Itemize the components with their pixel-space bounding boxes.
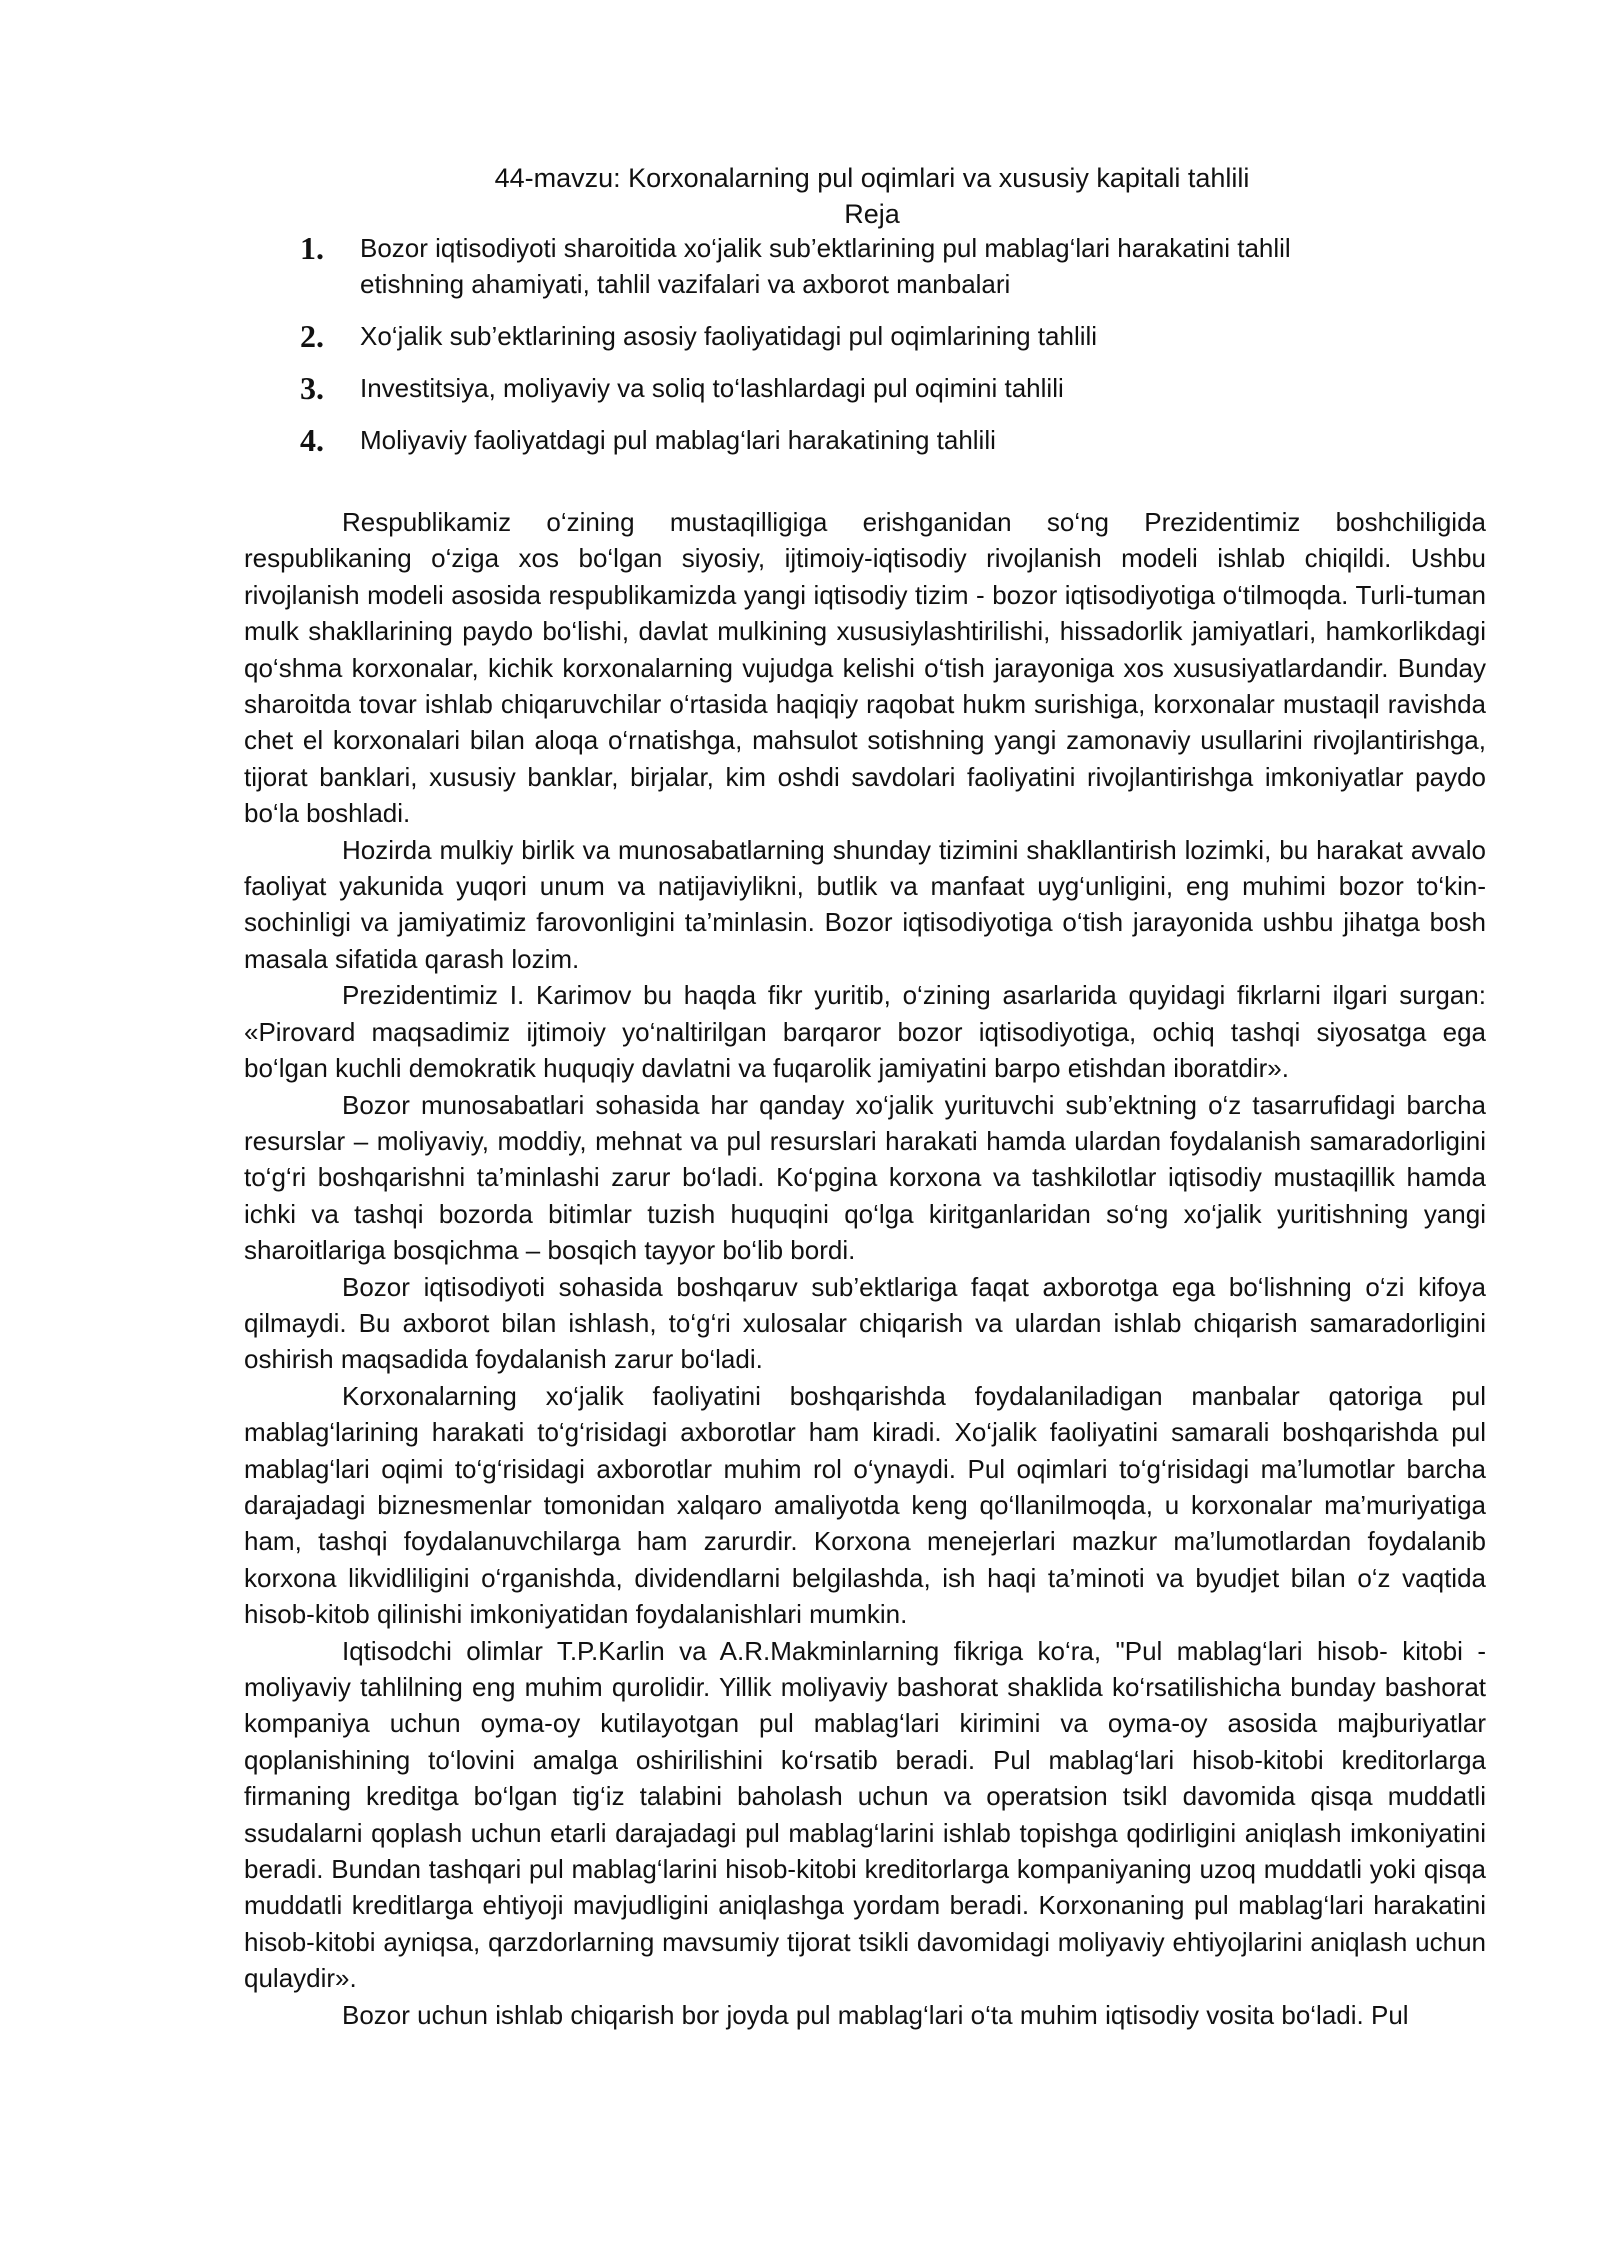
plan-item	[300, 230, 1400, 302]
body-paragraph: Respublikamiz o‘zining mustaqilligiga erishganidan so‘ng Prezidentimiz boshchiligida respublikaning o‘ziga xos bo‘lgan siyosiy, ijtimoiy-iqtisodiy rivojlanish modeli ishlab chiqildi. Ushbu rivojlanish modeli asosida respublikamizda yangi iqtisodiy tizim - bozor iqtisodiyotiga o‘tilmoqda. Turli-tuman mulk shakllarining paydo bo‘lishi, davlat mulkining xususiylashtirilishi, hissadorlik jamiyatlari, hamkorlikdagi qo‘shma korxonalar, kichik korxonalarning vujudga kelishi o‘tish jarayoniga xos xususiyatlardandir. Bunday sharoitda tovar ishlab chiqaruvchilar o‘rtasida haqiqiy raqobat hukm surishiga, korxonalar mustaqil ravishda chet el korxonalari bilan aloqa o‘rnatishga, mahsulot sotishning yangi zamonaviy usullarini rivojlantirishga, tijorat banklari, xususiy banklar, birjalar, kim oshdi savdolari faoliyatini rivojlantirishga imkoniyatlar paydo bo‘la boshladi.	[244, 507, 1486, 829]
plan-item-number: 2.	[300, 318, 324, 354]
plan-item-number: 1.	[300, 230, 324, 266]
plan-list	[300, 230, 1400, 474]
plan-item	[300, 318, 1400, 354]
body-text	[244, 504, 1486, 2033]
body-paragraph: Bozor iqtisodiyoti sohasida boshqaruv sub’ektlariga faqat axborotga ega bo‘lishning o‘zi kifoya qilmaydi. Bu axborot bilan ishlash, to‘g‘ri xulosalar chiqarish va ulardan ishlab chiqarish samaradorligini oshirish maqsadida foydalanish zarur bo‘ladi.	[244, 1271, 1486, 1375]
page-title: 44-mavzu: Korxonalarning pul oqimlari va xususiy kapitali tahlili	[494, 163, 1250, 193]
page-subtitle: Reja	[844, 199, 900, 229]
plan-item	[300, 422, 1400, 458]
title-block	[244, 160, 1500, 232]
body-paragraph: Bozor munosabatlari sohasida har qanday xo‘jalik yurituvchi sub’ektning o‘z tasarrufidagi barcha resurslar – moliyaviy, moddiy, mehnat va pul resurslari harakati hamda ulardan foydalanish samaradorligini to‘g‘ri boshqarishni ta’minlashi zarur bo‘ladi. Ko‘pgina korxona va tashkilotlar iqtisodiy mustaqillik hamda ichki va tashqi bozorda bitimlar tuzish huquqini qo‘lga kiritganlaridan so‘ng xo‘jalik yuritishning yangi sharoitlariga bosqichma – bosqich tayyor bo‘lib bordi.	[244, 1089, 1486, 1266]
body-paragraph: Korxonalarning xo‘jalik faoliyatini boshqarishda foydalaniladigan manbalar qatoriga pul mablag‘larining harakati to‘g‘risidagi axborotlar ham kiradi. Xo‘jalik faoliyatini samarali boshqarishda pul mablag‘lari oqimi to‘g‘risidagi axborotlar muhim rol o‘ynaydi. Pul oqimlari to‘g‘risidagi ma’lumotlar barcha darajadagi biznesmenlar tomonidan xalqaro amaliyotda keng qo‘llanilmoqda, u korxonalar ma’muriyatiga ham, tashqi foydalanuvchilarga ham zarurdir. Korxona menejerlari mazkur ma’lumotlardan foydalanib korxona likvidliligini o‘rganishda, dividendlarni belgilashda, ish haqi ta’minoti va byudjet bilan o‘z vaqtida hisob-kitob qilinishi imkoniyatidan foydalanishlari mumkin.	[244, 1380, 1486, 1630]
body-paragraph: Hozirda mulkiy birlik va munosabatlarning shunday tizimini shakllantirish lozimki, bu harakat avvalo faoliyat yakunida yuqori unum va natijaviylikni, butlik va manfaat uyg‘unligini, eng muhimi bozor to‘kin-sochinligi va jamiyatimiz farovonligini ta’minlasin. Bozor iqtisodiyotiga o‘tish jarayonida ushbu jihatga bosh masala sifatida qarash lozim.	[244, 834, 1486, 974]
plan-item-text: Bozor iqtisodiyoti sharoitida xo‘jalik sub’ektlarining pul mablag‘lari harakatini tahlil etishning ahamiyati, tahlil vazifalari va axborot manbalari	[360, 233, 1291, 299]
plan-item-number: 4.	[300, 422, 324, 458]
plan-item	[300, 370, 1400, 406]
plan-item-number: 3.	[300, 370, 324, 406]
body-paragraph: Iqtisodchi olimlar T.P.Karlin va A.R.Makminlarning fikriga ko‘ra, "Pul mablag‘lari hisob- kitobi - moliyaviy tahlilning eng muhim qurolidir. Yillik moliyaviy bashorat shaklida ko‘rsatilishicha bunday bashorat kompaniya uchun oyma-oy kutilayotgan pul mablag‘lari kirimini va oyma-oy asosida majburiyatlar qoplanishining to‘lovini amalga oshirilishini ko‘rsatib beradi. Pul mablag‘lari hisob-kitobi kreditorlarga firmaning kreditga bo‘lgan tig‘iz talabini baholash uchun va operatsion tsikl davomida qisqa muddatli ssudalarni qoplash uchun etarli darajadagi pul mablag‘larini ishlab topishga qodirligini aniqlash imkoniyatini beradi. Bundan tashqari pul mablag‘larini hisob-kitobi kreditorlarga kompaniyaning uzoq muddatli yoki qisqa muddatli kreditlarga ehtiyoji mavjudligini aniqlashga yordam beradi. Korxonaning pul mablag‘lari harakatini hisob-kitobi ayniqsa, qarzdorlarning mavsumiy tijorat tsikli davomidagi moliyaviy ehtiyojlarini aniqlash uchun qulaydir».	[244, 1635, 1486, 1994]
body-paragraph: Bozor uchun ishlab chiqarish bor joyda pul mablag‘lari o‘ta muhim iqtisodiy vosita bo‘ladi. Pul	[342, 1999, 1409, 2030]
body-paragraph: Prezidentimiz I. Karimov bu haqda fikr yuritib, o‘zining asarlarida quyidagi fikrlarni ilgari surgan: «Pirovard maqsadimiz ijtimoiy yo‘naltirilgan barqaror bozor iqtisodiyotiga, ochiq tashqi siyosatga ega bo‘lgan kuchli demokratik huquqiy davlatni va fuqarolik jamiyatini barpo etishdan iboratdir».	[244, 980, 1486, 1084]
plan-item-text: Xo‘jalik sub’ektlarining asosiy faoliyatidagi pul oqimlarining tahlili	[360, 321, 1098, 351]
plan-item-text: Investitsiya, moliyaviy va soliq to‘lashlardagi pul oqimini tahlili	[360, 373, 1064, 403]
plan-item-text: Moliyaviy faoliyatdagi pul mablag‘lari harakatining tahlili	[360, 425, 996, 455]
